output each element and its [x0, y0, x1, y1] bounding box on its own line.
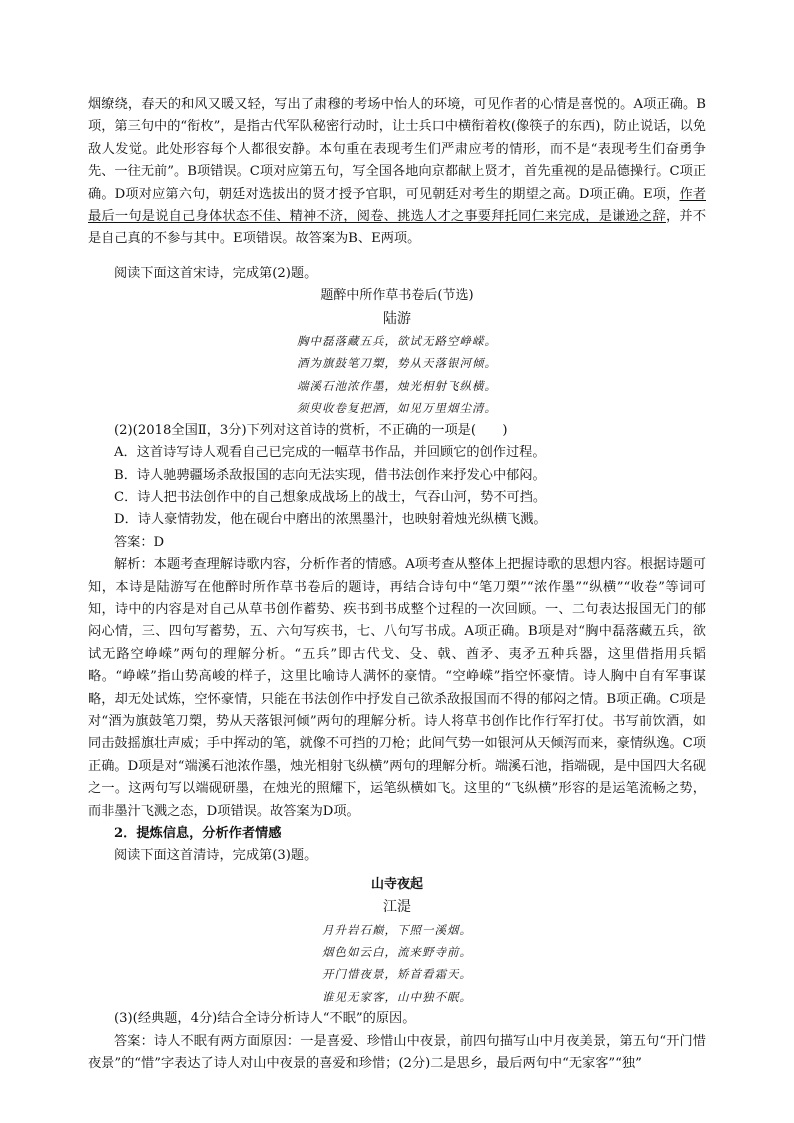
option-d: D．诗人豪情勃发，他在砚台中磨出的浓黑墨汁，也映射着烛光纵横飞溅。: [114, 512, 547, 528]
poem-line: 烟色如云白，流来野寺前。: [322, 945, 472, 960]
question-3: (3)(经典题，4分)结合全诗分析诗人“不眠”的原因。: [114, 1011, 416, 1027]
reading-intro-3: 阅读下面这首清诗，完成第(3)题。: [114, 848, 318, 864]
question-2: (2)(2018全国Ⅱ，3分)下列对这首诗的赏析，不正确的一项是( ): [114, 422, 508, 438]
option-c: C．诗人把书法创作中的自己想象成战场上的战士，气吞山河，势不可挡。: [114, 489, 547, 505]
answer-3: 答案：诗人不眠有两方面原因：一是喜爱、珍惜山中夜景，前四句描写山中月夜美景，第五句“开门惜夜景”的“惜”字表达了诗人对山中夜景的喜爱和珍惜；(2分)二是思乡，最后两句中“无家客”“独”: [88, 1033, 706, 1072]
analysis-text-end: ，并不是自己真的不参与其中。E项错误。故答案为B、E两项。: [88, 209, 707, 247]
poem-title-3: 山寺夜起: [370, 876, 423, 892]
answer-2: 答案：D: [114, 534, 165, 550]
analysis-text: 烟缭绕，春天的和风又暖又轻，写出了肃穆的考场中怡人的环境，可见作者的心情是喜悦的。A项正确。B项，第三句中的“衔枚”，是指古代军队秘密行动时，让士兵口中横衔着枚(像筷子的东西)，防止说话，以免敌人发觉。此处形容每个人都很安静。本句重在表现考生们严肃应考的情形，而不是“表现考生们奋勇争先、一往无前”。B项错误。C项对应第五句，写全国各地向京都献上贤才，首先重视的是品德操行。C项正确。D项对应第六句，朝廷对选拔出的贤才授予官职，可见朝廷对考生的期望之高。D项正确。E项，: [88, 97, 706, 202]
poem-author-3: 江湜: [383, 899, 411, 916]
analysis-2: 解析：本题考查理解诗歌内容，分析作者的情感。A项考查从整体上把握诗歌的思想内容。根据诗题可知，本诗是陆游写在他醉时所作草书卷后的题诗，再结合诗句中“笔刀槊”“浓作墨”“纵横”“收卷”等词可知，诗中的内容是对自己从草书创作蓄势、疾书到书成整个过程的一次回顾。一、二句表达报国无门的郁闷心情，三、四句写蓄势，五、六句写疾书，七、八句写书成。A项正确。B项是对“胸中磊落藏五兵，欲试无路空峥嵘”两句的理解分析。“五兵”即古代戈、殳、戟、酋矛、夷矛五种兵器，这里借指用兵韬略。“峥嵘”指山势高峻的样子，这里比喻诗人满怀的豪情。“空峥嵘”指空怀豪情。诗人胸中自有军事谋略，却无处试炼，空怀豪情，只能在书法创作中抒发自己欲杀敌报国而不得的郁闷之情。B项正确。C项是对“酒为旗鼓笔刀槊，势从天落银河倾”两句的理解分析。诗人将草书创作比作行军打仗。书写前饮酒，如同击鼓摇旗壮声威；手中挥动的笔，就像不可挡的刀枪；此间气势一如银河从天倾泻而来，豪情纵逸。C项正确。D项是对“端溪石池浓作墨，烛光相射飞纵横”两句的理解分析。端溪石池，指端砚，是中国四大名砚之一。这两句写以端砚研墨，在烛光的照耀下，运笔纵横如飞。这里的“飞纵横”形容的是运笔流畅之势，而非墨汁飞溅之态，D项错误。故答案为D项。: [88, 557, 706, 819]
poem-line: 月升岩石巅，下照一溪烟。: [322, 922, 472, 937]
analysis-paragraph-continued: [88, 94, 706, 251]
poem-line: 端溪石池浓作墨，烛光相射飞纵横。: [297, 378, 497, 393]
document-page: [88, 94, 706, 1075]
option-a: A．这首诗写诗人观看自己已完成的一幅草书作品，并回顾它的创作过程。: [114, 445, 546, 461]
reading-intro: 阅读下面这首宋诗，完成第(2)题。: [114, 265, 318, 281]
poem-line: 须臾收卷复把酒，如见万里烟尘清。: [297, 401, 497, 416]
poem-title: 题醉中所作草书卷后(节选): [320, 288, 474, 304]
poem-author: 陆游: [383, 310, 411, 327]
poem-line: 胸中磊落藏五兵，欲试无路空峥嵘。: [297, 334, 497, 349]
section-heading: 2．提炼信息，分析作者情感: [114, 826, 282, 841]
poem-line: 开门惜夜景，矫首看霜天。: [322, 967, 472, 982]
poem-line: 酒为旗鼓笔刀槊，势从天落银河倾。: [297, 356, 497, 371]
underlined-analysis-text: 作者最后一句是说自己身体状态不佳、精神不济，阅卷、挑选人才之事要拜托同仁来完成，是谦逊之辞: [88, 186, 706, 225]
option-b: B．诗人驰骋疆场杀敌报国的志向无法实现，借书法创作来抒发心中郁闷。: [114, 467, 546, 483]
poem-line: 谁见无家客，山中独不眠。: [322, 989, 472, 1004]
spacer: [88, 251, 706, 263]
